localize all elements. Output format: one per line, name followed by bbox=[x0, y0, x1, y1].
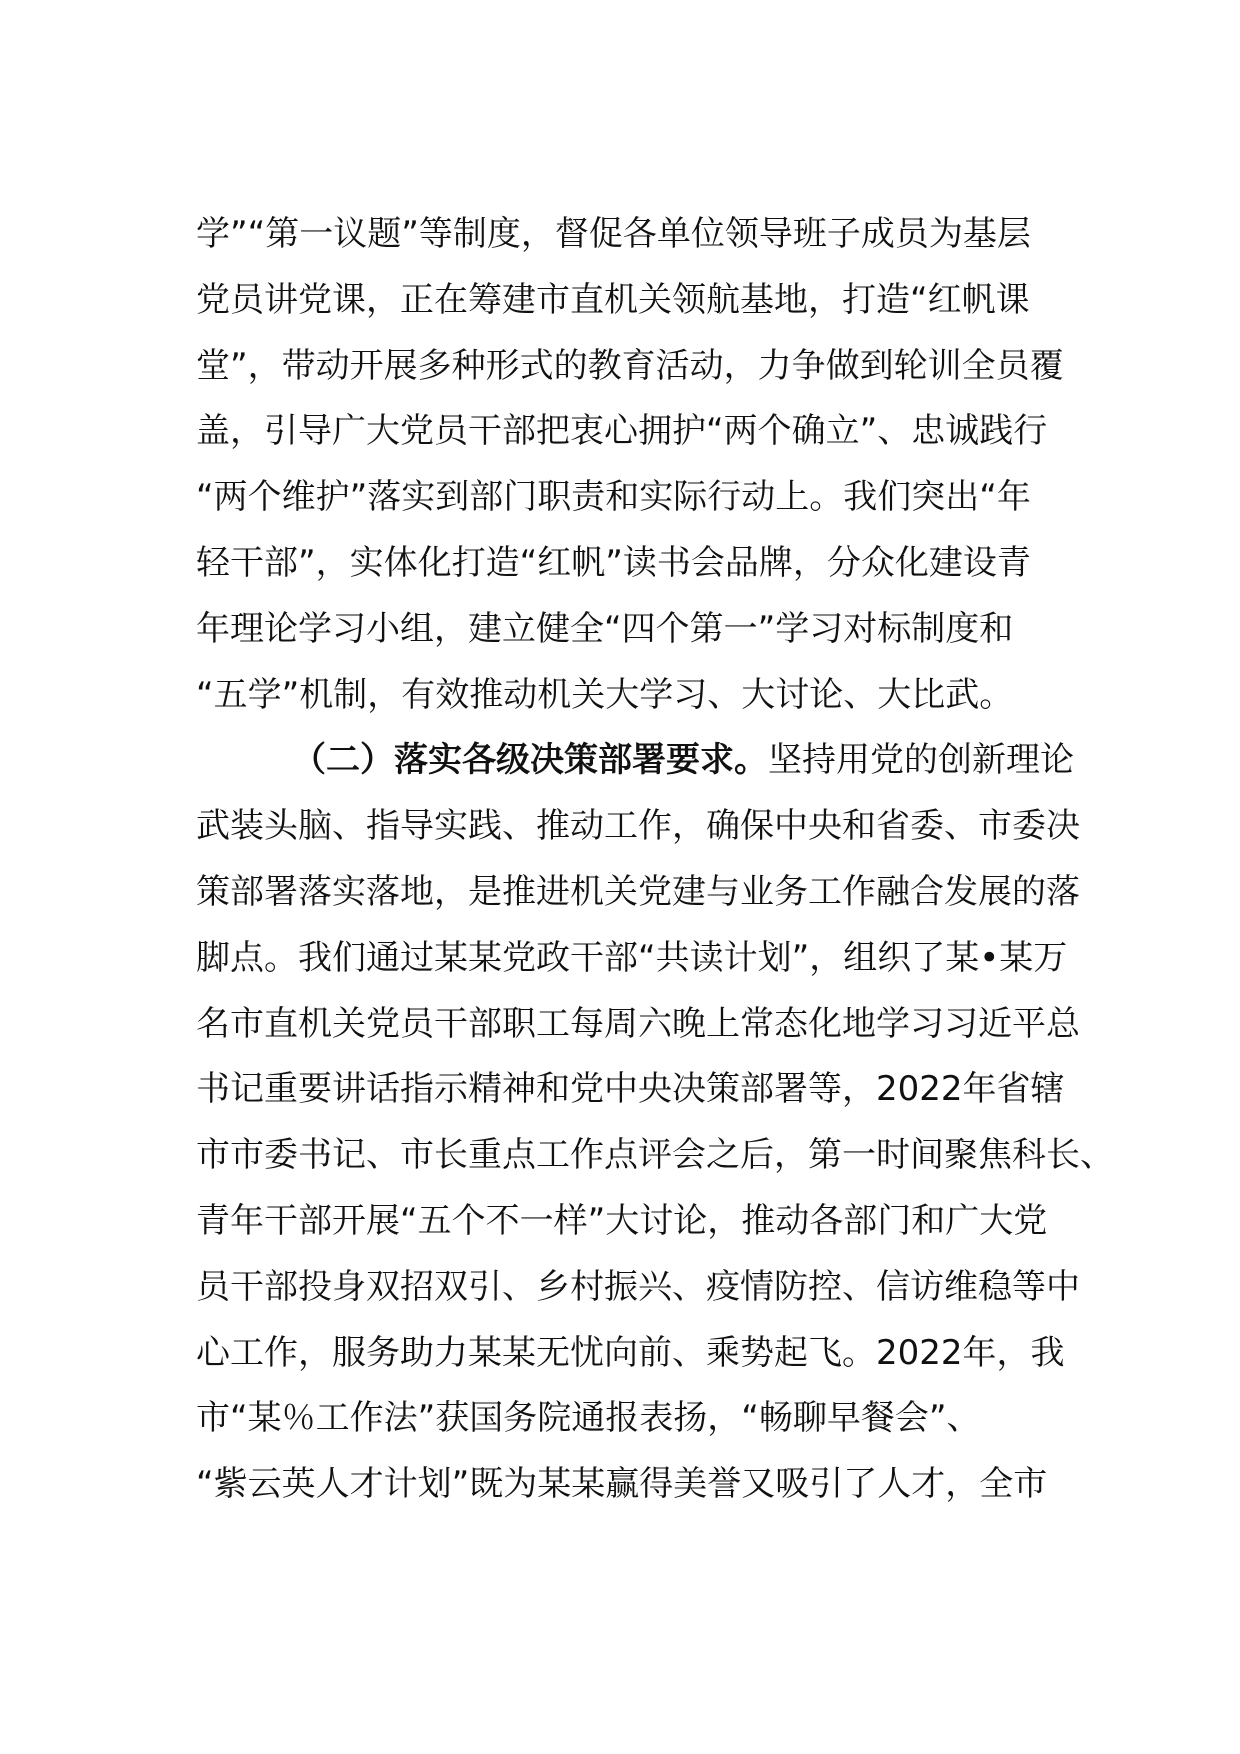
section-heading: （二）落实各级决策部署要求。 bbox=[292, 740, 768, 781]
document-body bbox=[196, 202, 1114, 1518]
section-line-2: 策部署落实落地，是推进机关党建与业务工作融合发展的落 bbox=[196, 871, 1080, 912]
section-line-9: 心工作，服务助力某某无忧向前、乘势起飞。2022年，我 bbox=[196, 1332, 1065, 1373]
section-line-6: 市市委书记、市长重点工作点评会之后，第一时间聚焦科长、 bbox=[196, 1135, 1114, 1176]
section-line-7: 青年干部开展“五个不一样”大讨论，推动各部门和广大党 bbox=[196, 1200, 1048, 1241]
section-line-4: 名市直机关党员干部职工每周六晚上常态化地学习习近平总 bbox=[196, 1003, 1080, 1044]
section-heading-continuation: 坚持用党的创新理论 bbox=[768, 740, 1074, 781]
section-line-5: 书记重要讲话指示精神和党中央决策部署等，2022年省辖 bbox=[196, 1069, 1065, 1110]
section-line-11: “紫云英人才计划”既为某某赢得美誉又吸引了人才，全市 bbox=[196, 1464, 1048, 1505]
section-heading-line bbox=[196, 728, 1076, 794]
body-line-4: 盖，引导广大党员干部把衷心拥护“两个确立”、忠诚践行 bbox=[196, 411, 1048, 452]
section-line-8: 员干部投身双招双引、乡村振兴、疫情防控、信访维稳等中 bbox=[196, 1266, 1080, 1307]
body-line-1: 学”“第一议题”等制度，督促各单位领导班子成员为基层 bbox=[196, 214, 1031, 254]
body-line-3: 堂”，带动开展多种形式的教育活动，力争做到轮训全员覆 bbox=[196, 345, 1064, 386]
body-line-5: “两个维护”落实到部门职责和实际行动上。我们突出“年 bbox=[196, 477, 1031, 518]
section-line-3: 脚点。我们通过某某党政干部“共读计划”，组织了某•某万 bbox=[196, 937, 1068, 978]
section-line-10: 市“某％工作法”获国务院通报表扬，“畅聊早餐会”、 bbox=[196, 1398, 981, 1439]
body-line-2: 党员讲党课，正在筹建市直机关领航基地，打造“红帆课 bbox=[196, 279, 1030, 320]
body-line-6: 轻干部”，实体化打造“红帆”读书会品牌，分众化建设青 bbox=[196, 542, 1031, 583]
body-line-7: 年理论学习小组，建立健全“四个第一”学习对标制度和 bbox=[196, 608, 1014, 649]
section-line-1: 武装头脑、指导实践、推动工作，确保中央和省委、市委决 bbox=[196, 806, 1080, 847]
body-line-8: “五学”机制，有效推动机关大学习、大讨论、大比武。 bbox=[196, 674, 1014, 715]
